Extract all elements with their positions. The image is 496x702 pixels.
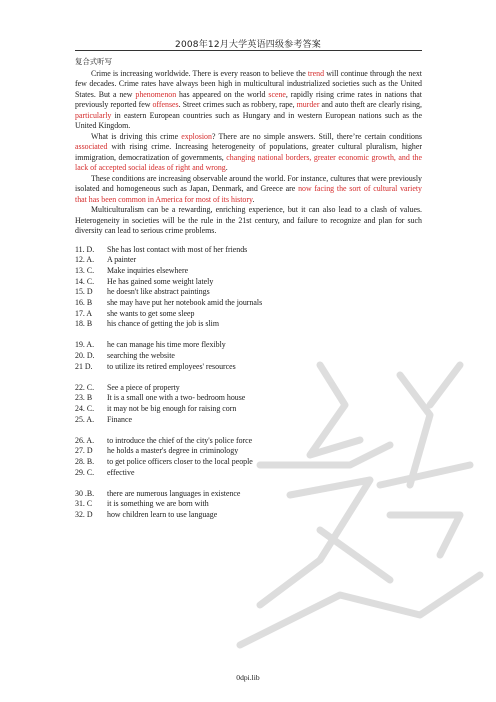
answer-number: 13. C. <box>75 265 95 275</box>
answer-text: Make inquiries elsewhere <box>107 265 189 275</box>
passage-text: . <box>252 194 255 204</box>
passage-text: . Street crimes such as robbery, rape, <box>178 100 297 109</box>
answer-text: Finance <box>107 414 132 424</box>
passage-text: with rising crime. Increasing heterogeneity of populations, greater cultural pluralism, higher immigration, democratization of governments, <box>75 142 422 162</box>
passage-text: These conditions are increasing observable around the world. For instance, cultures that were previously isolated and homogeneous such as Japan, Denmark, and Greece are <box>75 173 422 193</box>
answer-number: 28. B. <box>75 457 95 467</box>
answer-fill: particularly <box>75 110 112 120</box>
answer-fill: associated <box>75 142 108 151</box>
answer-text: how children learn to use language <box>107 510 218 520</box>
passage-text: has appeared on the world <box>176 89 269 99</box>
answer-row <box>75 351 422 362</box>
answer-fill: offenses <box>152 100 179 109</box>
answer-text: he holds a master's degree in criminology <box>107 446 239 456</box>
answer-number: 30 .B. <box>75 488 95 498</box>
answer-fill: now facing the sort of cultural variety that has been common in America for most of its history <box>75 184 422 204</box>
answer-row <box>75 457 422 468</box>
passage-paragraph <box>75 69 422 132</box>
answer-fill: changing national borders, greater economic growth, and the lack of accepted social ideas of right and wrong <box>75 152 423 172</box>
answer-text: She has lost contact with most of her friends <box>107 244 248 254</box>
answer-row <box>75 436 422 447</box>
answer-number: 22. C. <box>75 382 95 392</box>
answer-row <box>75 309 422 320</box>
answer-row <box>75 340 422 351</box>
page-header: 2008年12月大学英语四级参考答案 <box>175 40 321 50</box>
answer-text: there are numerous languages in existence <box>107 488 241 498</box>
answer-row <box>75 510 422 521</box>
answer-number: 23. B <box>75 393 93 403</box>
answer-number: 14. C. <box>75 276 95 286</box>
answer-text: He has gained some weight lately <box>107 276 214 286</box>
page-content <box>75 57 422 521</box>
answer-fill: phenomenon <box>135 89 177 99</box>
passage-text: . <box>225 163 228 172</box>
dictation-passage <box>75 69 422 237</box>
answer-number: 15. D <box>75 287 93 297</box>
answer-text: effective <box>107 467 135 477</box>
answer-number: 27. D <box>75 446 93 456</box>
answer-text: A painter <box>107 255 137 265</box>
answer-number: 25. A. <box>75 414 95 424</box>
passage-text: will continue through the next few decades. Crime rates have always been high in multicultural industrialized societies such as the United States. But a new <box>75 68 422 99</box>
header-rule <box>75 50 422 51</box>
answer-number: 19. A. <box>75 340 95 350</box>
answer-text: it may not be big enough for raising corn <box>107 404 237 414</box>
group-gap <box>75 478 422 488</box>
answer-row <box>75 245 422 256</box>
passage-text: and auto theft are clearly rising, <box>319 100 422 109</box>
answer-fill: explosion <box>181 131 212 141</box>
passage-text: What is driving this crime <box>91 131 182 141</box>
answer-row <box>75 255 422 266</box>
answer-text: he can manage his time more flexibly <box>107 340 226 350</box>
answer-row <box>75 319 422 330</box>
answer-number: 20. D. <box>75 350 95 360</box>
group-gap <box>75 372 422 382</box>
answer-text: searching the website <box>107 350 175 360</box>
answer-number: 26. A. <box>75 435 95 445</box>
answer-row <box>75 393 422 404</box>
answer-row <box>75 468 422 479</box>
answer-number: 24. C. <box>75 404 95 414</box>
answer-row <box>75 277 422 288</box>
passage-text: , rapidly rising crime rates in nations that previously reported few <box>75 89 422 109</box>
passage-text: in eastern European countries such as Hungary and in western European nations such as the United Kingdom. <box>75 110 422 130</box>
answer-number: 32. D <box>75 510 93 520</box>
answer-text: See a piece of property <box>107 382 180 392</box>
answer-row <box>75 446 422 457</box>
answer-number: 11. D. <box>75 244 95 254</box>
passage-paragraph <box>75 132 422 174</box>
passage-text: ? There are no simple answers. Still, there’re certain conditions <box>211 131 423 141</box>
answer-row <box>75 489 422 500</box>
passage-text: Crime is increasing worldwide. There is every reason to believe the <box>91 68 308 78</box>
answer-text: she wants to get some sleep <box>107 308 195 318</box>
answer-text: to introduce the chief of the city's police force <box>107 435 253 445</box>
answer-text: to utilize its retired employees' resources <box>107 361 236 371</box>
passage-paragraph <box>75 205 422 237</box>
answer-number: 12. A. <box>75 255 95 265</box>
answer-text: she may have put her notebook amid the journals <box>107 297 263 307</box>
answer-row <box>75 298 422 309</box>
answer-fill: trend <box>307 68 325 78</box>
answer-text: to get police officers closer to the local people <box>107 457 253 467</box>
answer-row <box>75 287 422 298</box>
answer-row <box>75 404 422 415</box>
answer-list <box>75 245 422 521</box>
answer-text: he doesn't like abstract paintings <box>107 287 210 297</box>
answer-fill: scene <box>268 89 286 99</box>
answer-row <box>75 383 422 394</box>
answer-number: 21 D. <box>75 361 93 371</box>
answer-number: 18. B <box>75 319 93 329</box>
answer-number: 29. C. <box>75 467 95 477</box>
group-gap <box>75 425 422 435</box>
answer-text: it is something we are born with <box>107 499 209 509</box>
answer-number: 17. A <box>75 308 93 318</box>
answer-row <box>75 362 422 373</box>
answer-row <box>75 499 422 510</box>
answer-row <box>75 415 422 426</box>
answer-text: It is a small one with a two- bedroom house <box>107 393 246 403</box>
group-gap <box>75 330 422 340</box>
answer-text: his chance of getting the job is slim <box>107 319 219 329</box>
answer-number: 16. B <box>75 297 93 307</box>
answer-number: 31. C <box>75 499 93 509</box>
passage-paragraph <box>75 174 422 206</box>
section-title: 复合式听写 <box>75 57 112 66</box>
answer-row <box>75 266 422 277</box>
passage-text: Multiculturalism can be a rewarding, enriching experience, but it can also lead to a clash of values. Heterogeneity in societies will be the rule in the 21st century, and failure to recognize and plan for such diversity can lead to serious crime problems. <box>75 205 422 235</box>
page-footer: 0dpi.lib <box>236 673 260 682</box>
answer-fill: murder <box>296 100 320 109</box>
